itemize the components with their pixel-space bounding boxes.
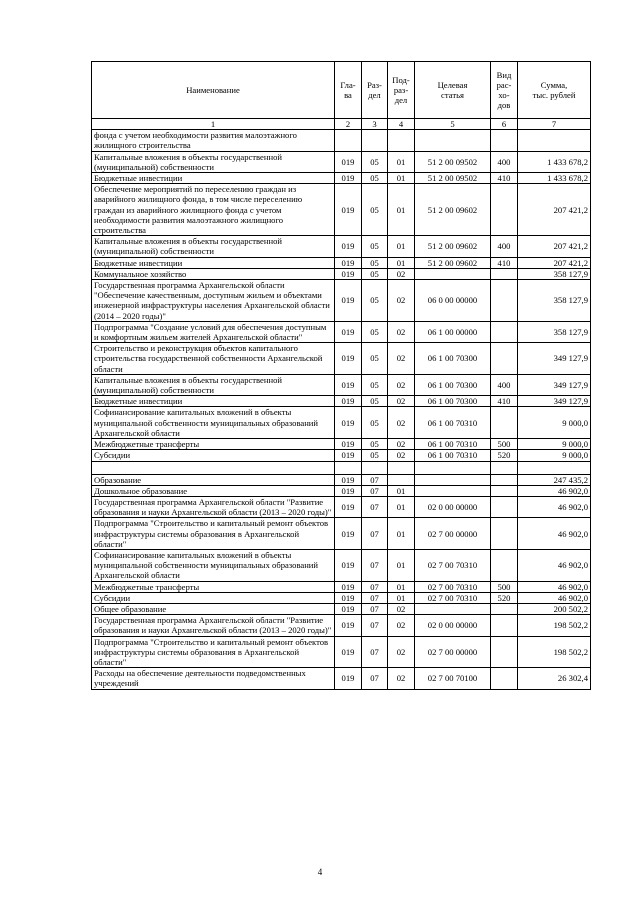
row-expense-type-cell [491,461,518,474]
row-section-cell: 05 [362,343,388,375]
row-expense-type-cell [491,130,518,151]
row-subsection-cell [388,130,415,151]
row-name-cell: Субсидии [92,450,335,461]
row-name-cell: Капитальные вложения в объекты государственной (муниципальной) собственности [92,151,335,172]
row-name-cell: Бюджетные инвестиции [92,257,335,268]
row-target-cell: 06 1 00 70310 [415,407,491,439]
row-name-cell: Коммунальное хозяйство [92,268,335,279]
row-chapter-cell: 019 [335,581,362,592]
row-subsection-cell: 01 [388,549,415,581]
row-subsection-cell [388,461,415,474]
row-sum-cell: 349 127,9 [518,343,591,375]
row-target-cell: 06 1 00 70300 [415,396,491,407]
row-section-cell: 05 [362,280,388,322]
row-subsection-cell [388,474,415,485]
row-sum-cell: 46 902,0 [518,581,591,592]
row-section-cell: 07 [362,603,388,614]
row-name-cell [92,461,335,474]
row-name-cell: Межбюджетные трансферты [92,439,335,450]
row-subsection-cell: 01 [388,485,415,496]
header-sum-text: Сумма, тыс. рублей [532,79,576,100]
row-sum-cell: 9 000,0 [518,439,591,450]
row-expense-type-cell: 400 [491,236,518,257]
row-section-cell: 07 [362,581,388,592]
row-sum-cell: 349 127,9 [518,396,591,407]
row-name-cell: Межбюджетные трансферты [92,581,335,592]
row-chapter-cell: 019 [335,615,362,636]
header-subsection [388,62,415,119]
row-sum-cell: 46 902,0 [518,485,591,496]
row-chapter-cell [335,461,362,474]
row-subsection-cell: 01 [388,581,415,592]
row-subsection-cell: 02 [388,636,415,668]
row-chapter-cell: 019 [335,268,362,279]
column-number: 4 [388,119,415,130]
row-subsection-cell: 02 [388,603,415,614]
row-name-cell: Бюджетные инвестиции [92,396,335,407]
row-section-cell: 07 [362,496,388,517]
row-subsection-cell: 01 [388,496,415,517]
row-expense-type-cell: 410 [491,396,518,407]
row-chapter-cell [335,130,362,151]
row-expense-type-cell [491,184,518,236]
row-sum-cell: 26 302,4 [518,668,591,689]
table-row [92,485,591,496]
table-row [92,450,591,461]
table-row [92,151,591,172]
row-expense-type-cell [491,496,518,517]
row-sum-cell: 198 502,2 [518,636,591,668]
row-section-cell: 05 [362,450,388,461]
row-target-cell: 02 0 00 00000 [415,496,491,517]
row-name-cell: фонда с учетом необходимости развития малоэтажного жилищного строительства [92,130,335,151]
row-expense-type-cell [491,668,518,689]
column-number: 7 [518,119,591,130]
header-section [362,62,388,119]
row-subsection-cell: 02 [388,615,415,636]
row-sum-cell: 358 127,9 [518,280,591,322]
row-expense-type-cell: 400 [491,151,518,172]
row-section-cell: 05 [362,184,388,236]
row-expense-type-cell [491,518,518,550]
row-section-cell: 05 [362,407,388,439]
row-name-cell: Расходы на обеспечение деятельности подведомственных учреждений [92,668,335,689]
row-name-cell: Государственная программа Архангельской области "Развитие образования и науки Архангельской области (2013 – 2020 годы)" [92,615,335,636]
row-target-cell: 02 7 00 70310 [415,581,491,592]
table-row [92,236,591,257]
table-row [92,268,591,279]
row-subsection-cell: 02 [388,280,415,322]
table-row [92,461,591,474]
row-expense-type-cell: 500 [491,581,518,592]
row-section-cell: 05 [362,173,388,184]
row-sum-cell: 207 421,2 [518,257,591,268]
row-chapter-cell: 019 [335,474,362,485]
row-chapter-cell: 019 [335,407,362,439]
row-expense-type-cell [491,603,518,614]
table-row [92,603,591,614]
table-row [92,668,591,689]
row-sum-cell: 46 902,0 [518,518,591,550]
row-chapter-cell: 019 [335,518,362,550]
header-name [92,62,335,119]
table-row [92,439,591,450]
row-section-cell: 07 [362,592,388,603]
row-sum-cell: 9 000,0 [518,407,591,439]
table-row [92,496,591,517]
row-expense-type-cell: 520 [491,592,518,603]
table-row [92,407,591,439]
row-section-cell: 05 [362,321,388,342]
header-chapter-text: Гла- ва [340,79,356,100]
row-subsection-cell: 02 [388,321,415,342]
row-sum-cell: 9 000,0 [518,450,591,461]
row-expense-type-cell [491,474,518,485]
table-row [92,592,591,603]
table-row [92,474,591,485]
table-row [92,280,591,322]
row-subsection-cell: 01 [388,518,415,550]
row-expense-type-cell [491,636,518,668]
row-target-cell: 06 1 00 70300 [415,374,491,395]
row-chapter-cell: 019 [335,549,362,581]
row-expense-type-cell [491,549,518,581]
row-section-cell [362,461,388,474]
header-chapter [335,62,362,119]
row-target-cell [415,130,491,151]
row-section-cell: 05 [362,268,388,279]
row-name-cell: Общее образование [92,603,335,614]
row-section-cell: 07 [362,636,388,668]
row-subsection-cell: 01 [388,151,415,172]
row-subsection-cell: 02 [388,450,415,461]
row-name-cell: Подпрограмма "Создание условий для обеспечения доступным и комфортным жильем жителей Архангельской области" [92,321,335,342]
row-target-cell: 06 1 00 70300 [415,343,491,375]
row-target-cell [415,474,491,485]
row-sum-cell [518,130,591,151]
row-sum-cell: 358 127,9 [518,321,591,342]
row-target-cell [415,485,491,496]
row-target-cell: 51 2 00 09602 [415,184,491,236]
column-number: 2 [335,119,362,130]
row-sum-cell [518,461,591,474]
row-target-cell: 06 1 00 70310 [415,450,491,461]
row-chapter-cell: 019 [335,280,362,322]
table-row [92,130,591,151]
row-chapter-cell: 019 [335,496,362,517]
row-name-cell: Бюджетные инвестиции [92,173,335,184]
row-expense-type-cell: 400 [491,374,518,395]
row-expense-type-cell [491,343,518,375]
table-row [92,343,591,375]
row-name-cell: Субсидии [92,592,335,603]
header-target [415,62,491,119]
row-section-cell: 07 [362,549,388,581]
row-chapter-cell: 019 [335,439,362,450]
row-expense-type-cell: 410 [491,173,518,184]
row-target-cell: 02 7 00 70310 [415,549,491,581]
table-row [92,257,591,268]
row-expense-type-cell: 500 [491,439,518,450]
column-number: 5 [415,119,491,130]
table-row [92,581,591,592]
table-row [92,173,591,184]
row-target-cell: 02 7 00 00000 [415,518,491,550]
header-sum [518,62,591,119]
row-chapter-cell: 019 [335,396,362,407]
row-subsection-cell: 01 [388,173,415,184]
row-subsection-cell: 01 [388,592,415,603]
row-target-cell: 02 7 00 70100 [415,668,491,689]
row-expense-type-cell [491,280,518,322]
header-section-text: Раз- дел [367,79,382,100]
header-expense-type [491,62,518,119]
row-chapter-cell: 019 [335,374,362,395]
row-subsection-cell: 01 [388,257,415,268]
row-target-cell [415,603,491,614]
row-name-cell: Государственная программа Архангельской области "Развитие образования и науки Архангельской области (2013 – 2020 годы)" [92,496,335,517]
row-target-cell: 02 7 00 00000 [415,636,491,668]
row-name-cell: Образование [92,474,335,485]
row-chapter-cell: 019 [335,343,362,375]
row-expense-type-cell: 520 [491,450,518,461]
row-subsection-cell: 02 [388,439,415,450]
header-name-text: Наименование [186,84,240,95]
row-chapter-cell: 019 [335,450,362,461]
table-row [92,321,591,342]
row-sum-cell: 207 421,2 [518,236,591,257]
row-chapter-cell: 019 [335,151,362,172]
row-name-cell: Подпрограмма "Строительство и капитальный ремонт объектов инфраструктуры системы образования в Архангельской области" [92,636,335,668]
header-subsection-text: Под- раз- дел [392,74,410,106]
table-row [92,615,591,636]
row-section-cell: 07 [362,668,388,689]
row-subsection-cell: 02 [388,268,415,279]
row-subsection-cell: 02 [388,396,415,407]
row-section-cell [362,130,388,151]
row-sum-cell: 349 127,9 [518,374,591,395]
row-section-cell: 05 [362,396,388,407]
row-subsection-cell: 02 [388,668,415,689]
row-chapter-cell: 019 [335,636,362,668]
row-name-cell: Софинансирование капитальных вложений в объекты муниципальной собственности муниципальных образований Архангельской области [92,407,335,439]
column-number-row [92,119,591,130]
column-number: 3 [362,119,388,130]
row-section-cell: 05 [362,257,388,268]
row-name-cell: Капитальные вложения в объекты государственной (муниципальной) собственности [92,374,335,395]
row-chapter-cell: 019 [335,184,362,236]
row-expense-type-cell: 410 [491,257,518,268]
row-expense-type-cell [491,268,518,279]
table-body [92,130,591,689]
row-expense-type-cell [491,615,518,636]
row-chapter-cell: 019 [335,321,362,342]
column-number: 1 [92,119,335,130]
row-name-cell: Подпрограмма "Строительство и капитальный ремонт объектов инфраструктуры системы образования в Архангельской области" [92,518,335,550]
table-row [92,518,591,550]
row-target-cell [415,461,491,474]
table-row [92,374,591,395]
row-section-cell: 05 [362,151,388,172]
row-section-cell: 07 [362,518,388,550]
row-chapter-cell: 019 [335,236,362,257]
row-expense-type-cell [491,485,518,496]
row-section-cell: 05 [362,374,388,395]
row-subsection-cell: 02 [388,407,415,439]
row-expense-type-cell [491,407,518,439]
row-chapter-cell: 019 [335,257,362,268]
row-chapter-cell: 019 [335,668,362,689]
row-target-cell: 06 0 00 00000 [415,280,491,322]
table-row [92,184,591,236]
row-subsection-cell: 02 [388,374,415,395]
row-name-cell: Обеспечение мероприятий по переселению граждан из аварийного жилищного фонда, в том числе переселению граждан из аварийного жилищного фонда с учетом необходимости развития малоэтажного жилищного строительства [92,184,335,236]
row-chapter-cell: 019 [335,592,362,603]
row-subsection-cell: 01 [388,184,415,236]
table-row [92,396,591,407]
row-chapter-cell: 019 [335,485,362,496]
row-target-cell [415,268,491,279]
row-target-cell: 51 2 00 09602 [415,236,491,257]
row-chapter-cell: 019 [335,173,362,184]
header-target-text: Целевая статья [437,79,468,100]
row-section-cell: 05 [362,439,388,450]
row-section-cell: 07 [362,485,388,496]
row-chapter-cell: 019 [335,603,362,614]
row-section-cell: 07 [362,474,388,485]
budget-table [91,61,591,690]
row-name-cell: Дошкольное образование [92,485,335,496]
row-subsection-cell: 01 [388,236,415,257]
row-section-cell: 05 [362,236,388,257]
row-target-cell: 02 0 00 00000 [415,615,491,636]
row-name-cell: Капитальные вложения в объекты государственной (муниципальной) собственности [92,236,335,257]
row-target-cell: 51 2 00 09602 [415,257,491,268]
row-section-cell: 07 [362,615,388,636]
header-expense-type-text: Вид рас- хо- дов [496,69,512,111]
row-expense-type-cell [491,321,518,342]
row-sum-cell: 46 902,0 [518,496,591,517]
table-header-row [92,62,591,119]
column-number: 6 [491,119,518,130]
row-target-cell: 06 1 00 70310 [415,439,491,450]
row-sum-cell: 198 502,2 [518,615,591,636]
row-sum-cell: 207 421,2 [518,184,591,236]
row-target-cell: 51 2 00 09502 [415,173,491,184]
page-number: 4 [317,867,323,877]
row-target-cell: 02 7 00 70310 [415,592,491,603]
row-sum-cell: 46 902,0 [518,549,591,581]
row-target-cell: 06 1 00 00000 [415,321,491,342]
row-sum-cell: 1 433 678,2 [518,151,591,172]
row-sum-cell: 1 433 678,2 [518,173,591,184]
row-subsection-cell: 02 [388,343,415,375]
table-row [92,549,591,581]
row-sum-cell: 358 127,9 [518,268,591,279]
row-sum-cell: 46 902,0 [518,592,591,603]
row-name-cell: Строительство и реконструкция объектов капитального строительства государственной собственности Архангельской области [92,343,335,375]
row-sum-cell: 200 502,2 [518,603,591,614]
row-target-cell: 51 2 00 09502 [415,151,491,172]
table-row [92,636,591,668]
row-name-cell: Софинансирование капитальных вложений в объекты муниципальной собственности муниципальных образований Архангельской области [92,549,335,581]
row-sum-cell: 247 435,2 [518,474,591,485]
row-name-cell: Государственная программа Архангельской области "Обеспечение качественным, доступным жильем и объектами инженерной инфраструктуры населения Архангельской области (2014 – 2020 годы)" [92,280,335,322]
